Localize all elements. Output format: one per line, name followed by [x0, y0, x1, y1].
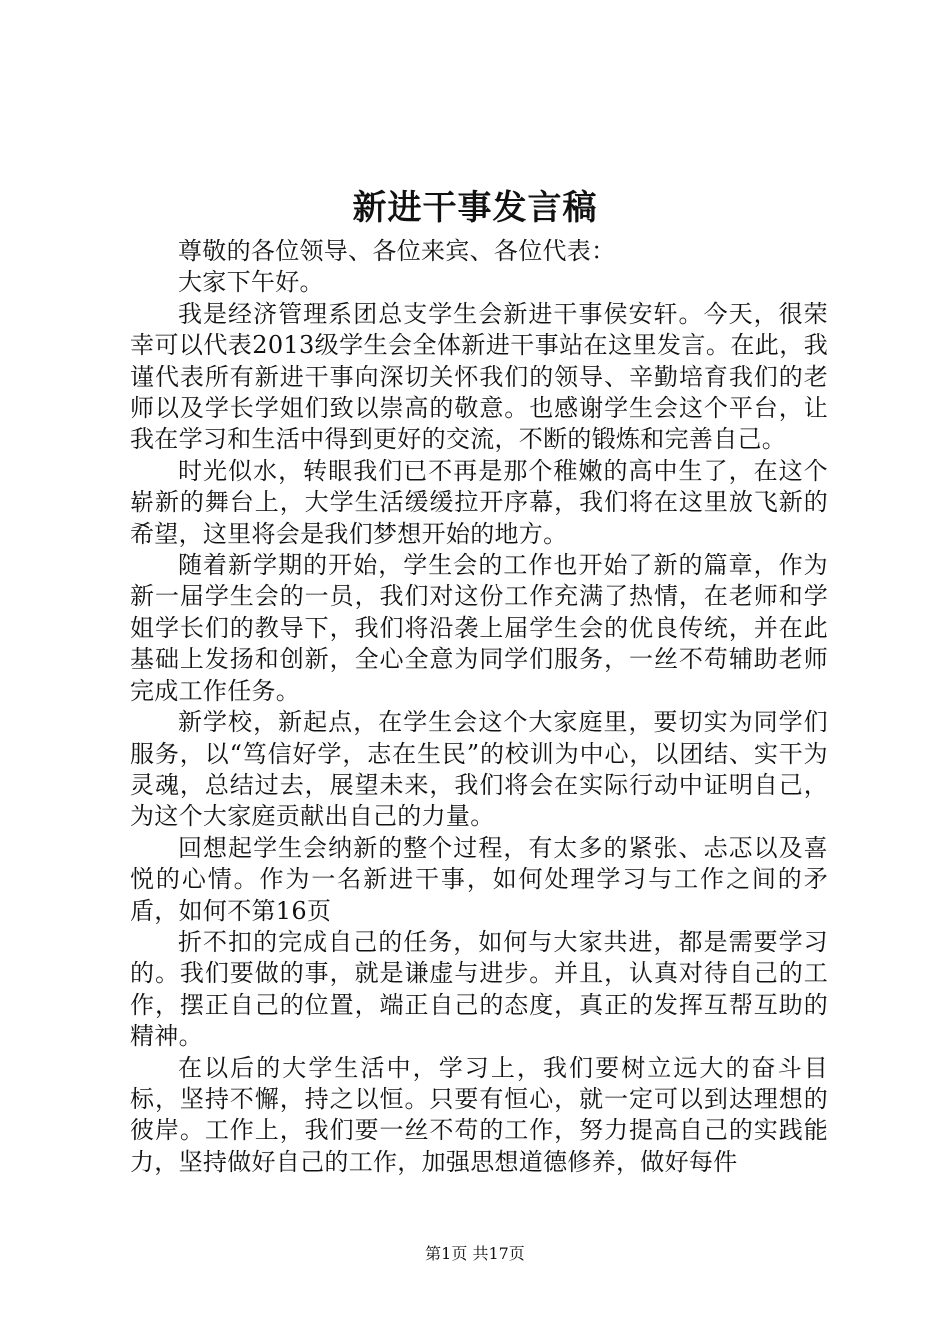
body-paragraph: 新学校，新起点，在学生会这个大家庭里，要切实为同学们服务，以“笃信好学，志在生民”的校训为中心，以团结、实干为灵魂，总结过去，展望未来，我们将会在实际行动中证明自己，为这个大家庭贡献出自己的力量。 [130, 708, 828, 831]
body-paragraph: 在以后的大学生活中，学习上，我们要树立远大的奋斗目标，坚持不懈，持之以恒。只要有恒心，就一定可以到达理想的彼岸。工作上，我们要一丝不苟的工作，努力提高自己的实践能力，坚持做好自己的工作，加强思想道德修养，做好每件 [130, 1053, 828, 1176]
body-paragraph: 随着新学期的开始，学生会的工作也开始了新的篇章，作为新一届学生会的一员，我们对这份工作充满了热情，在老师和学姐学长们的教导下，我们将沿袭上届学生会的优良传统，并在此基础上发扬和创新，全心全意为同学们服务，一丝不苟辅助老师完成工作任务。 [130, 551, 828, 705]
salutation-paragraph: 尊敬的各位领导、各位来宾、各位代表： [178, 237, 616, 265]
document-title: 新进干事发言稿 [352, 188, 598, 228]
body-paragraph: 我是经济管理系团总支学生会新进干事侯安轩。今天，很荣幸可以代表2013级学生会全体新进干事站在这里发言。在此，我谨代表所有新进干事向深切关怀我们的领导、辛勤培育我们的老师以及学长学姐们致以崇高的敬意。也感谢学生会这个平台，让我在学习和生活中得到更好的交流，不断的锻炼和完善自己。 [130, 299, 828, 454]
document-body [130, 236, 828, 1178]
greeting-paragraph: 大家下午好。 [178, 268, 324, 297]
body-paragraph: 折不扣的完成自己的任务，如何与大家共进，都是需要学习的。我们要做的事，就是谦虚与进步。并且，认真对待自己的工作，摆正自己的位置，端正自己的态度，真正的发挥互帮互助的精神。 [130, 927, 828, 1051]
body-paragraph: 时光似水，转眼我们已不再是那个稚嫩的高中生了，在这个崭新的舞台上，大学生活缓缓拉开序幕，我们将在这里放飞新的希望，这里将会是我们梦想开始的地方。 [130, 456, 828, 548]
body-paragraph: 回想起学生会纳新的整个过程，有太多的紧张、忐忑以及喜悦的心情。作为一名新进干事，如何处理学习与工作之间的矛盾，如何不第16页 [130, 833, 828, 925]
page-number-footer: 第1页 共17页 [425, 1244, 525, 1263]
